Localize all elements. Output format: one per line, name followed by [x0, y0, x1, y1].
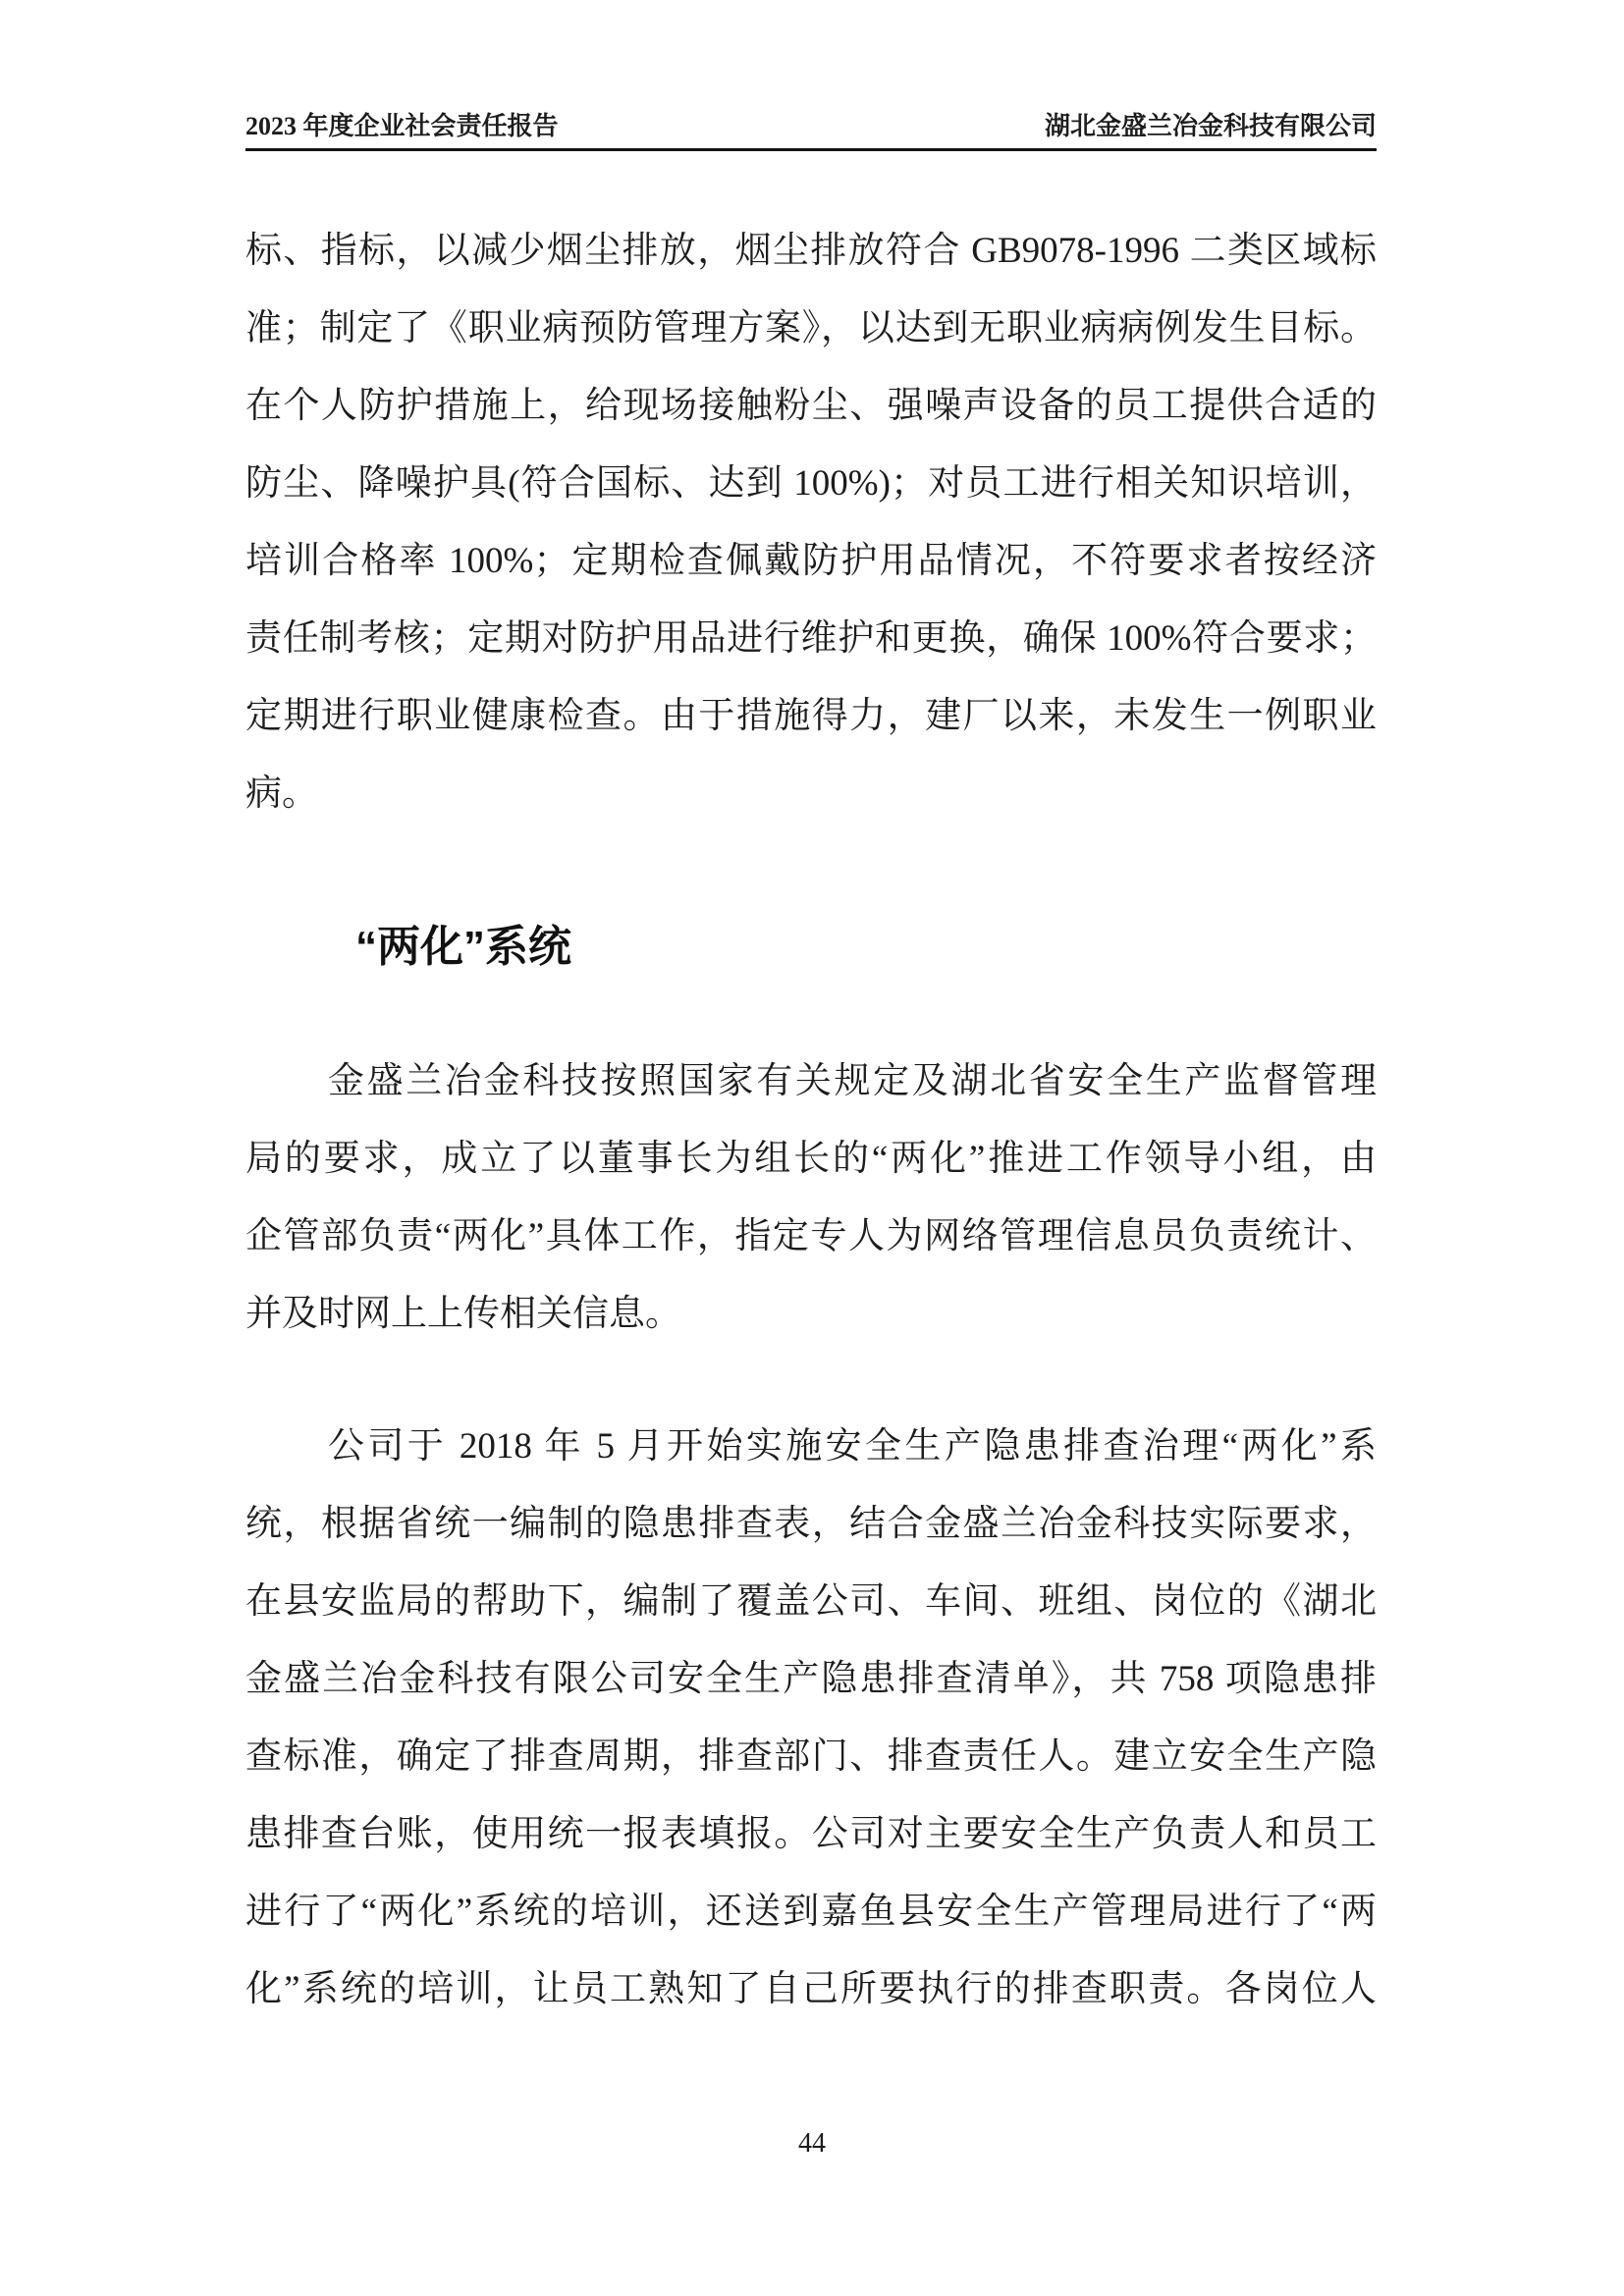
text-line: 金盛兰冶金科技有限公司安全生产隐患排查清单》，共 758 项隐患排 [245, 1659, 1377, 1699]
text-line: 定期进行职业健康检查。由于措施得力，建厂以来，未发生一例职业 [245, 696, 1377, 736]
text-line: 查标准，确定了排查周期，排查部门、排查责任人。建立安全生产隐 [245, 1736, 1377, 1777]
text-line: 患排查台账，使用统一报表填报。公司对主要安全生产负责人和员工 [245, 1814, 1377, 1854]
text-line: 在个人防护措施上，给现场接触粉尘、强噪声设备的员工提供合适的 [245, 386, 1377, 426]
text-line: 化”系统的培训，让员工熟知了自己所要执行的排查职责。各岗位人 [245, 1969, 1377, 2009]
text-line: 金盛兰冶金科技按照国家有关规定及湖北省安全生产监督管理 [328, 1061, 1377, 1101]
text-line: 标、指标，以减少烟尘排放，烟尘排放符合 GB9078-1996 二类区域标 [245, 231, 1377, 271]
header-company-name: 湖北金盛兰冶金科技有限公司 [1044, 112, 1377, 140]
text-line: 进行了“两化”系统的培训，还送到嘉鱼县安全生产管理局进行了“两 [245, 1892, 1377, 1932]
text-line: 病。 [245, 774, 318, 814]
paragraph [245, 1408, 1377, 2028]
text-line: 培训合格率 100%；定期检查佩戴防护用品情况，不符要求者按经济 [245, 541, 1377, 581]
text-line: 局的要求，成立了以董事长为组长的“两化”推进工作领导小组，由 [245, 1139, 1377, 1179]
page-body [245, 212, 1377, 2028]
page-number: 44 [798, 2128, 826, 2159]
header-report-title: 2023 年度企业社会责任报告 [245, 112, 559, 140]
text-line: 在县安监局的帮助下，编制了覆盖公司、车间、班组、岗位的《湖北 [245, 1581, 1377, 1622]
paragraph-continuation [245, 212, 1377, 832]
text-line: 防尘、降噪护具(符合国标、达到 100%)；对员工进行相关知识培训， [245, 463, 1377, 504]
text-line: 并及时网上上传相关信息。 [245, 1294, 681, 1334]
page-header [245, 110, 1377, 151]
section-heading: “两化”系统 [355, 923, 571, 971]
text-line: 责任制考核；定期对防护用品进行维护和更换，确保 100%符合要求； [245, 618, 1377, 659]
text-line: 企管部负责“两化”具体工作，指定专人为网络管理信息员负责统计、 [245, 1216, 1377, 1256]
text-line: 准；制定了《职业病预防管理方案》，以达到无职业病病例发生目标。 [245, 308, 1377, 348]
text-line: 公司于 2018 年 5 月开始实施安全生产隐患排查治理“两化”系 [328, 1426, 1377, 1467]
paragraph [245, 1042, 1377, 1353]
text-line: 统，根据省统一编制的隐患排查表，结合金盛兰冶金科技实际要求， [245, 1504, 1377, 1544]
